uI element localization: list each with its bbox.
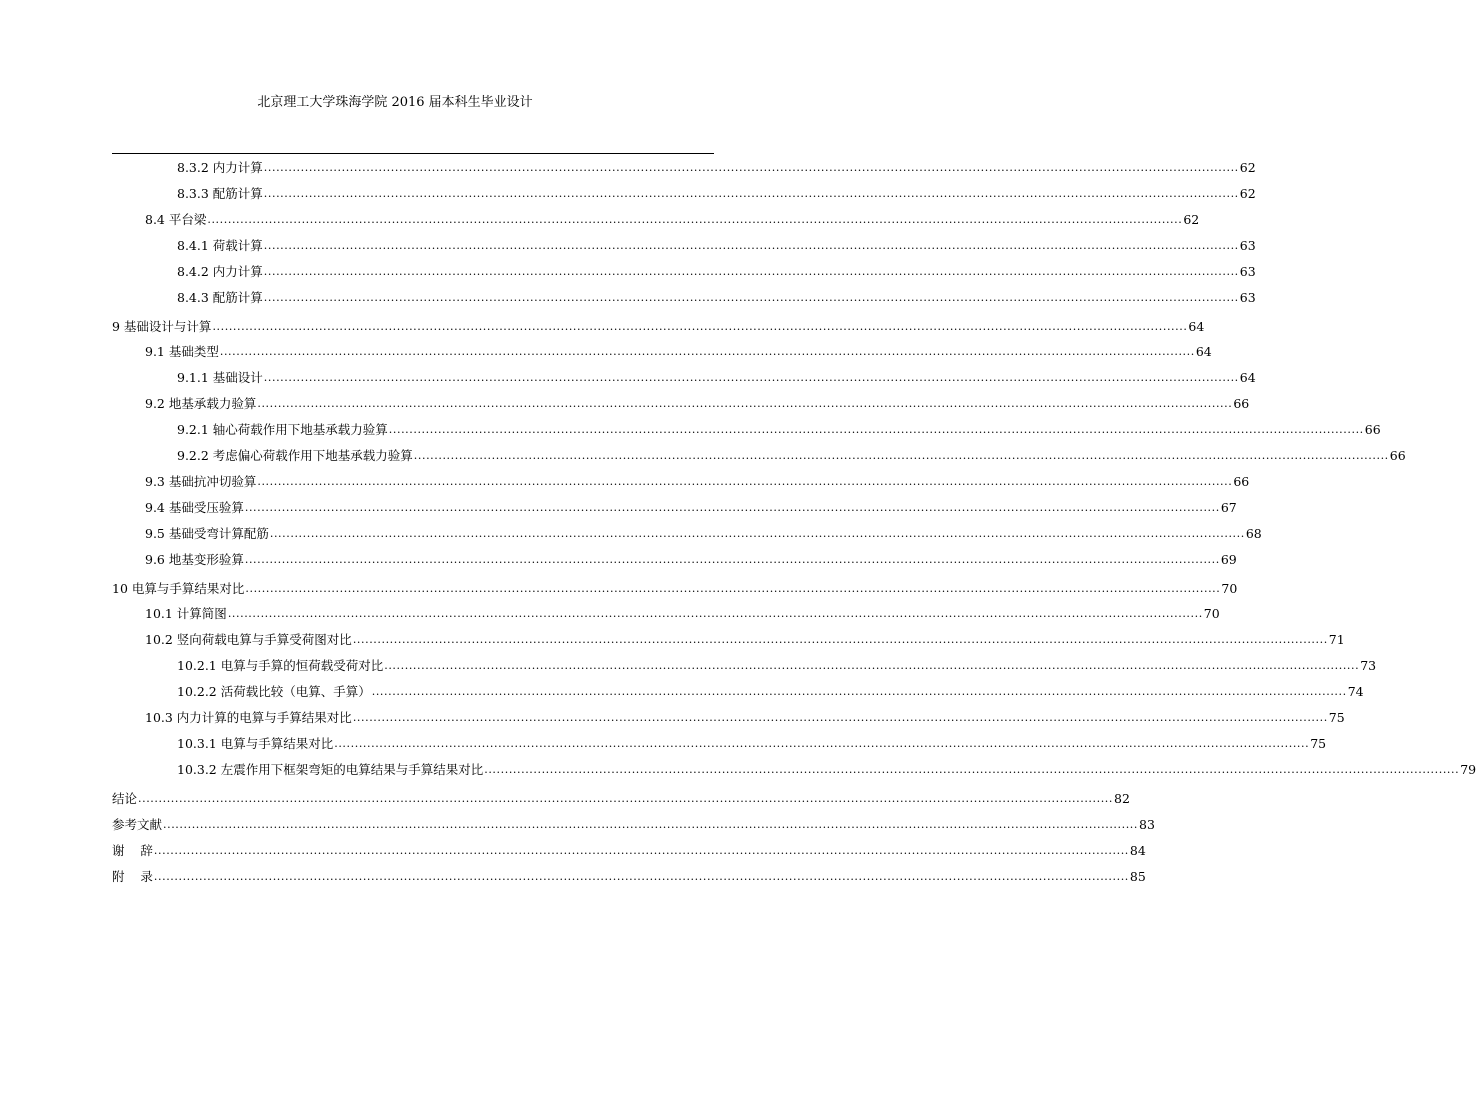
toc-entry-9-1[interactable]	[145, 340, 1212, 360]
toc-entry-page: 66	[1233, 474, 1250, 489]
toc-entry-title: 9.1 基础类型	[145, 344, 219, 359]
toc-dot-leader: ..............................................................................................................................................................................................................................................	[153, 844, 1129, 857]
toc-dot-leader: ..............................................................................................................................................................................................................................................	[334, 737, 1310, 750]
toc-entry-page: 64	[1195, 344, 1212, 359]
toc-entry-title: 10.3.2 左震作用下框架弯矩的电算结果与手算结果对比	[177, 762, 484, 777]
page-header-title: 北京理工大学珠海学院 2016 届本科生毕业设计	[257, 95, 533, 110]
toc-entry-title: 参考文献	[112, 817, 163, 832]
toc-entry-10-3-1[interactable]	[177, 732, 1327, 752]
toc-entry-page: 85	[1129, 869, 1146, 884]
toc-dot-leader: ..............................................................................................................................................................................................................................................	[227, 607, 1203, 620]
toc-dot-leader: ..............................................................................................................................................................................................................................................	[263, 291, 1239, 304]
toc-entry-page: 63	[1239, 238, 1256, 253]
toc-entry-title: 8.4 平台梁	[145, 212, 207, 227]
toc-entry-page: 83	[1139, 817, 1155, 832]
toc-entry-page: 70	[1203, 606, 1220, 621]
toc-dot-leader: ..............................................................................................................................................................................................................................................	[257, 397, 1233, 410]
toc-dot-leader: ..............................................................................................................................................................................................................................................	[153, 870, 1129, 883]
toc-entry-title: 9.5 基础受弯计算配筋	[145, 526, 269, 541]
toc-entry-page: 66	[1233, 396, 1250, 411]
toc-dot-leader: ..............................................................................................................................................................................................................................................	[352, 711, 1328, 724]
toc-entry-references[interactable]	[112, 813, 1155, 833]
header-divider	[112, 153, 714, 154]
toc-entry-8-3-2[interactable]	[177, 156, 1256, 176]
toc-dot-leader: ..............................................................................................................................................................................................................................................	[244, 501, 1220, 514]
toc-entry-page: 74	[1347, 684, 1364, 699]
toc-entry-title: 附 录	[112, 869, 153, 884]
toc-dot-leader: ..............................................................................................................................................................................................................................................	[207, 213, 1183, 226]
toc-entry-page: 79	[1460, 762, 1476, 777]
toc-entry-title: 8.4.3 配筋计算	[177, 290, 263, 305]
toc-entry-10-2[interactable]	[145, 628, 1345, 648]
toc-entry-page: 63	[1239, 264, 1256, 279]
toc-entry-9-4[interactable]	[145, 496, 1237, 516]
toc-entry-title: 10.2.2 活荷载比较（电算、手算）	[177, 684, 371, 699]
toc-dot-leader: ..............................................................................................................................................................................................................................................	[263, 239, 1239, 252]
toc-entry-page: 75	[1328, 710, 1345, 725]
toc-dot-leader: ..............................................................................................................................................................................................................................................	[219, 345, 1195, 358]
toc-entry-acknowledgements[interactable]	[112, 839, 1146, 859]
toc-entry-page: 75	[1310, 736, 1327, 751]
toc-entry-9-1-1[interactable]	[177, 366, 1256, 386]
toc-dot-leader: ..............................................................................................................................................................................................................................................	[212, 320, 1188, 333]
toc-dot-leader: ..............................................................................................................................................................................................................................................	[413, 449, 1389, 462]
toc-dot-leader: ..............................................................................................................................................................................................................................................	[263, 265, 1239, 278]
toc-entry-page: 68	[1245, 526, 1262, 541]
toc-dot-leader: ..............................................................................................................................................................................................................................................	[371, 685, 1347, 698]
toc-entry-page: 84	[1129, 843, 1146, 858]
toc-entry-page: 63	[1239, 290, 1256, 305]
toc-entry-8-3-3[interactable]	[177, 182, 1256, 202]
toc-entry-page: 62	[1239, 160, 1256, 175]
toc-entry-10-3[interactable]	[145, 706, 1345, 726]
toc-dot-leader: ..............................................................................................................................................................................................................................................	[384, 659, 1360, 672]
toc-entry-page: 64	[1239, 370, 1256, 385]
toc-entry-title: 10.2 竖向荷载电算与手算受荷图对比	[145, 632, 352, 647]
toc-entry-page: 70	[1221, 581, 1238, 596]
toc-entry-10-2-2[interactable]	[177, 680, 1364, 700]
toc-entry-9[interactable]	[112, 315, 1205, 335]
toc-entry-8-4-3[interactable]	[177, 286, 1256, 306]
toc-entry-page: 67	[1220, 500, 1237, 515]
toc-entry-10-1[interactable]	[145, 602, 1220, 622]
toc-entry-conclusion[interactable]	[112, 787, 1130, 807]
toc-entry-title: 谢 辞	[112, 843, 153, 858]
toc-entry-8-4-2[interactable]	[177, 260, 1256, 280]
toc-entry-appendix[interactable]	[112, 865, 1146, 885]
toc-entry-page: 71	[1328, 632, 1345, 647]
toc-dot-leader: ..............................................................................................................................................................................................................................................	[388, 423, 1364, 436]
toc-entry-9-5[interactable]	[145, 522, 1262, 542]
toc-dot-leader: ..............................................................................................................................................................................................................................................	[484, 763, 1460, 776]
toc-dot-leader: ..............................................................................................................................................................................................................................................	[257, 475, 1233, 488]
toc-entry-9-2-1[interactable]	[177, 418, 1381, 438]
toc-dot-leader: ..............................................................................................................................................................................................................................................	[352, 633, 1328, 646]
toc-entry-10-2-1[interactable]	[177, 654, 1377, 674]
toc-entry-10-3-2[interactable]	[177, 758, 1476, 778]
toc-entry-8-4[interactable]	[145, 208, 1200, 228]
toc-entry-page: 66	[1364, 422, 1381, 437]
toc-entry-page: 73	[1360, 658, 1377, 673]
toc-entry-8-4-1[interactable]	[177, 234, 1256, 254]
toc-dot-leader: ..............................................................................................................................................................................................................................................	[263, 187, 1239, 200]
toc-dot-leader: ..............................................................................................................................................................................................................................................	[263, 371, 1239, 384]
toc-entry-title: 10.3.1 电算与手算结果对比	[177, 736, 334, 751]
toc-entry-title: 8.3.2 内力计算	[177, 160, 263, 175]
toc-entry-9-3[interactable]	[145, 470, 1250, 490]
toc-entry-9-6[interactable]	[145, 548, 1237, 568]
toc-entry-page: 69	[1220, 552, 1237, 567]
toc-dot-leader: ..............................................................................................................................................................................................................................................	[163, 818, 1138, 831]
toc-entry-page: 62	[1183, 212, 1200, 227]
toc-entry-title: 10.2.1 电算与手算的恒荷载受荷对比	[177, 658, 384, 673]
toc-entry-page: 62	[1239, 186, 1256, 201]
toc-entry-title: 10.3 内力计算的电算与手算结果对比	[145, 710, 352, 725]
toc-entry-title: 9.1.1 基础设计	[177, 370, 263, 385]
toc-entry-10[interactable]	[112, 577, 1238, 597]
toc-entry-page: 64	[1188, 319, 1205, 334]
toc-entry-title: 9.4 基础受压验算	[145, 500, 244, 515]
toc-dot-leader: ..............................................................................................................................................................................................................................................	[269, 527, 1245, 540]
toc-dot-leader: ..............................................................................................................................................................................................................................................	[138, 792, 1113, 805]
toc-dot-leader: ..............................................................................................................................................................................................................................................	[245, 582, 1221, 595]
toc-entry-title: 9.6 地基变形验算	[145, 552, 244, 567]
toc-entry-title: 8.3.3 配筋计算	[177, 186, 263, 201]
toc-entry-title: 10.1 计算简图	[145, 606, 227, 621]
toc-dot-leader: ..............................................................................................................................................................................................................................................	[244, 553, 1220, 566]
toc-entry-9-2[interactable]	[145, 392, 1250, 412]
toc-entry-title: 10 电算与手算结果对比	[112, 581, 245, 596]
toc-entry-9-2-2[interactable]	[177, 444, 1406, 464]
toc-entry-title: 9.2.2 考虑偏心荷载作用下地基承载力验算	[177, 448, 413, 463]
toc-entry-title: 8.4.1 荷载计算	[177, 238, 263, 253]
toc-entry-title: 9.2.1 轴心荷载作用下地基承载力验算	[177, 422, 388, 437]
toc-entry-page: 66	[1389, 448, 1406, 463]
toc-dot-leader: ..............................................................................................................................................................................................................................................	[263, 161, 1239, 174]
toc-entry-title: 9.2 地基承载力验算	[145, 396, 257, 411]
toc-entry-page: 82	[1114, 791, 1130, 806]
toc-entry-title: 8.4.2 内力计算	[177, 264, 263, 279]
toc-entry-title: 结论	[112, 791, 138, 806]
toc-entry-title: 9 基础设计与计算	[112, 319, 212, 334]
toc-entry-title: 9.3 基础抗冲切验算	[145, 474, 257, 489]
